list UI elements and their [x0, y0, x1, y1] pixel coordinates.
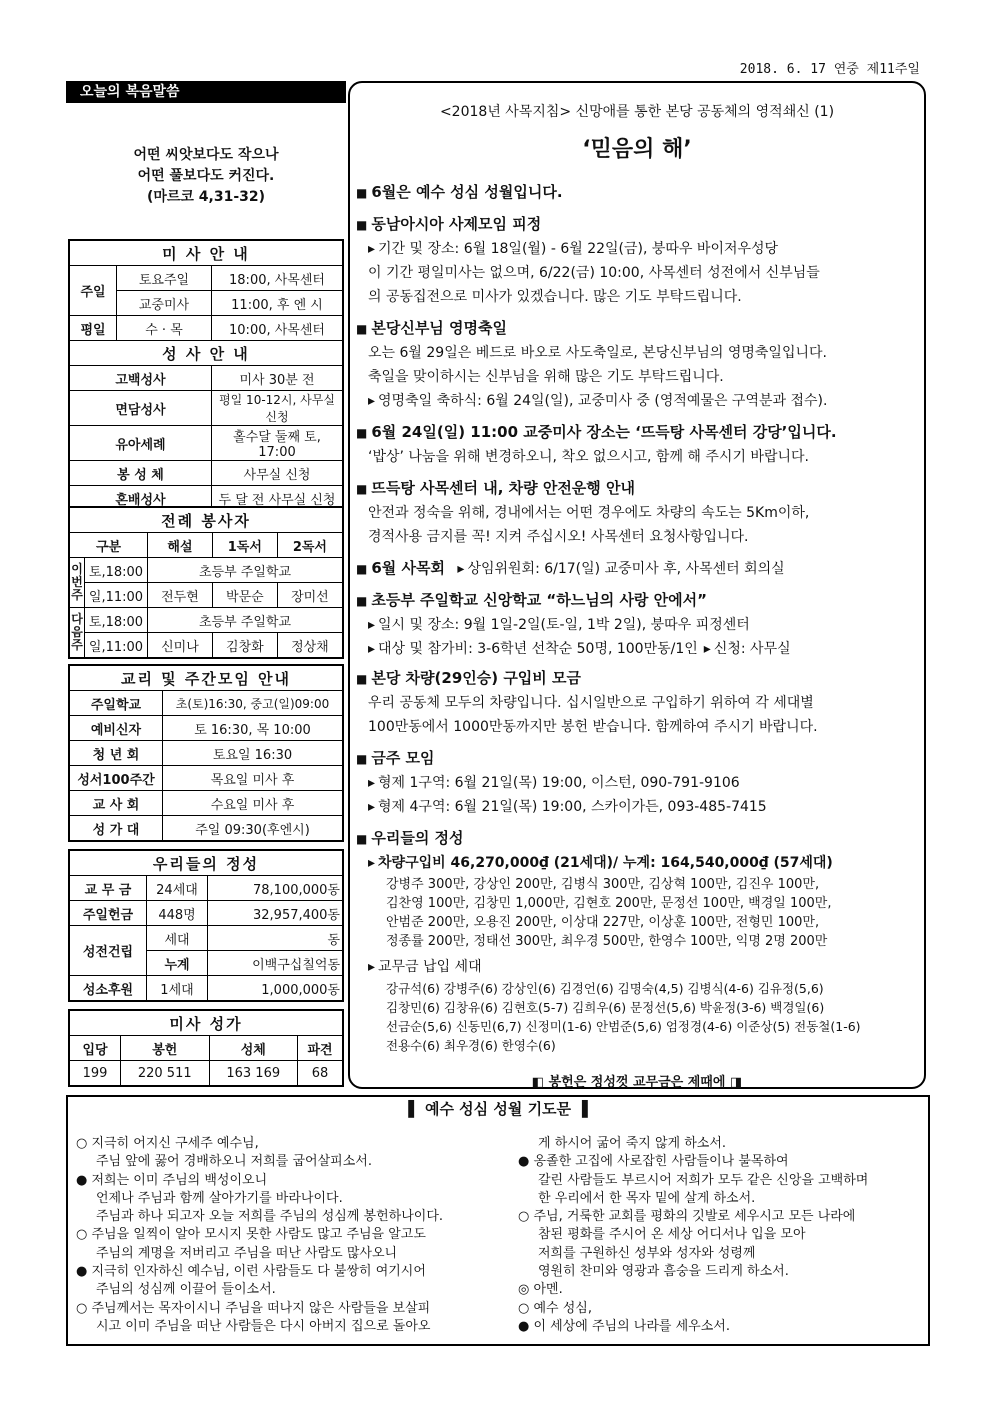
mass-table [68, 239, 344, 512]
attendance-col: 파견 [298, 1036, 344, 1061]
prayer-line: ○ 주님을 일찍이 알아 모시지 못한 사람도 많고 주님을 알고도 [76, 1227, 426, 1243]
prayer-line: 주님 앞에 꿇어 경배하오니 저희를 굽어살피소서. [96, 1154, 372, 1170]
edu-value: 주일 09:30(후엔시) [163, 816, 344, 842]
sacrament-value: 사무실 신청 [212, 461, 344, 486]
server-name: 박문순 [212, 583, 277, 608]
mass-time: 18:00, 사목센터 [212, 266, 344, 291]
server-name: 장미선 [277, 583, 343, 608]
edu-name: 교 사 회 [69, 791, 163, 816]
attendance-col: 봉헌 [121, 1036, 210, 1061]
prayer-line: 참된 평화를 주시어 온 세상 어디서나 입을 모아 [538, 1227, 806, 1243]
notice-line: ▸ 영명축일 축하식: 6월 24일(일), 교중미사 중 (영적예물은 구역분과 접수). [356, 389, 922, 413]
prayer-line: ● 저희는 이미 주님의 백성이오니 [76, 1172, 268, 1188]
notice-section [356, 746, 922, 819]
prayer-line: 영원히 찬미와 영광과 흠숭을 드리게 하소서. [538, 1264, 789, 1280]
server-time: 일,11:00 [85, 583, 148, 608]
support-name: 성소후원 [69, 976, 147, 1002]
notice-section [356, 588, 922, 661]
prayer-line: 갈린 사람들도 부르시어 저희가 모두 같은 신앙을 고백하며 [538, 1172, 869, 1188]
notice-section [356, 316, 922, 413]
attendance-value: 68 [298, 1061, 344, 1087]
notice-heading: ■ 뜨득탕 사목센터 내, 차량 안전운행 안내 [356, 476, 922, 501]
notice-line: ▸ 교무금 납입 세대 [356, 955, 922, 979]
notice-line: ▸ 일시 및 장소: 9월 1일-2일(토-일, 1박 2일), 붕따우 피정센터 [356, 613, 922, 637]
notice-line: 우리 공동체 모두의 차량입니다. 십시일반으로 구입하기 위하여 각 세대별 [368, 695, 814, 711]
sacrament-value: 평일 10-12시, 사무실신청 [212, 391, 344, 426]
notice-line: ▸ 형제 1구역: 6월 21일(목) 19:00, 이스턴, 090-791-9106 [356, 771, 922, 795]
weekday-label: 평일 [69, 316, 117, 341]
server-name: 신미나 [148, 633, 213, 659]
notice-line: ▸ 차량구입비 46,270,000₫ (21세대)/ 누계: 164,540,000₫ (57세대) [356, 851, 922, 875]
notice-line: 안전과 정숙을 위해, 경내에서는 어떤 경우에도 차량의 속도는 5Km이하, [368, 505, 810, 521]
donor-list [356, 875, 922, 951]
prayer-line: ○ 주님, 거룩한 교회를 평화의 깃발로 세우시고 모든 나라에 [518, 1209, 856, 1225]
prayer-line: ○ 지극히 어지신 구세주 예수님, [76, 1136, 259, 1151]
servers-header: 전례 봉사자 [69, 507, 343, 533]
prayer-line: ● 지극히 인자하신 예수님, 이런 사람들도 다 불쌍히 여기시어 [76, 1264, 426, 1280]
edu-value: 목요일 미사 후 [163, 766, 344, 791]
prayer-line: 한 우리에서 한 목자 밑에 살게 하소서. [538, 1190, 756, 1206]
pastoral-guideline: <2018년 사목지침> 신망애를 통한 본당 공동체의 영적쇄신 (1) [439, 104, 835, 120]
prayer-line: ○ 예수 성심, [518, 1300, 592, 1316]
prayer-line: 시고 이미 주님을 떠난 사람들은 다시 아버지 집으로 돌아오 [96, 1318, 431, 1334]
prayer-line: 저희를 구원하신 성부와 성자와 성령께 [538, 1245, 756, 1261]
household-line: 강규석(6) 강병주(6) 강상인(6) 김경언(6) 김명숙(4,5) 김병식(4-6) 김유정(5,6) [386, 981, 824, 996]
attendance-col: 성체 [209, 1036, 298, 1061]
sacrament-value: 미사 30분 전 [212, 366, 344, 391]
server-name: 정상채 [277, 633, 343, 659]
build-sub: 세대 [147, 926, 208, 951]
notice-heading: ■ 본당신부님 영명축일 [356, 316, 922, 341]
col-header: 1독서 [212, 533, 277, 558]
sacrament-name: 고백성사 [69, 366, 212, 391]
this-week-label: 이번주 [69, 558, 85, 608]
bulletin-date: 2018. 6. 17 연중 제11주일 [739, 62, 920, 77]
household-line: 전용수(6) 최우경(6) 한영수(6) [386, 1038, 556, 1053]
servers-table [68, 506, 344, 659]
mass-name: 수 · 목 [117, 316, 212, 341]
notice-heading: ■ 본당 차량(29인승) 구입비 모금 [356, 666, 922, 691]
sacrament-name: 혼배성사 [69, 486, 212, 512]
notice-line: ▸ 형제 4구역: 6월 21일(목) 19:00, 스카이가든, 093-485-7415 [356, 795, 922, 819]
notice-heading: ■ 우리들의 정성 [356, 826, 922, 851]
gospel-line: (마르코 4,31-32) [146, 189, 266, 205]
next-week-label: 다음주 [69, 608, 85, 659]
server-time: 토,18:00 [85, 558, 148, 583]
attendance-table [68, 1009, 344, 1087]
prayer-line: ◎ 아멘. [518, 1282, 563, 1298]
support-count: 1세대 [147, 976, 208, 1002]
household-line: 김창민(6) 김창유(6) 김현호(5-7) 김희우(6) 문정선(5,6) 박윤정(3-6) 백경일(6) [386, 1000, 825, 1015]
attendance-value: 199 [69, 1061, 121, 1087]
offering-name: 주일헌금 [69, 901, 147, 926]
attendance-value: 220 511 [121, 1061, 210, 1087]
sacrament-name: 봉 성 체 [69, 461, 212, 486]
notice-section [356, 420, 922, 469]
server-name: 김창화 [212, 633, 277, 659]
notice-heading: ■ 6월은 예수 성심 성월입니다. [356, 180, 922, 205]
offering-count: 448명 [147, 901, 208, 926]
notice-line: ▸ 기간 및 장소: 6월 18일(월) - 6월 22일(금), 붕따우 바이저우성당 [356, 237, 922, 261]
sacrament-name: 면담성사 [69, 391, 212, 426]
prayer-title: ▌ 예수 성심 성월 기도문 ▐ [408, 1100, 588, 1118]
household-line: 선금순(5,6) 신동민(6,7) 신정미(1-6) 안범준(5,6) 엄정경(4-6) 이준상(5) 전동철(1-6) [386, 1019, 861, 1034]
support-amount: 1,000,000동 [208, 976, 344, 1002]
prayer-line: 주님의 성심께 이끌어 들이소서. [96, 1282, 276, 1298]
donor-line: 김찬영 100만, 김창민 1,000만, 김현호 200만, 문정선 100만, 백경일 100만, [386, 896, 832, 911]
offering-table [68, 849, 344, 1002]
edu-name: 성 가 대 [69, 816, 163, 842]
donor-line: 정종률 200만, 정태선 300만, 최우경 500만, 한영수 100만, 익명 2명 200만 [386, 934, 828, 949]
mass-time: 11:00, 후 엔 시 [212, 291, 344, 316]
notice-line: ▸ 상임위원회: 6/17(일) 교중미사 후, 사목센터 회의실 [457, 561, 784, 577]
offering-amount: 32,957,400동 [208, 901, 344, 926]
notice-heading: ■ 6월 사목회 [356, 559, 445, 577]
mass-name: 교중미사 [117, 291, 212, 316]
notice-heading: ■ 6월 24일(일) 11:00 교중미사 장소는 ‘뜨득탕 사목센터 강당’입니다. [356, 420, 922, 445]
gospel-line: 어떤 풀보다도 커진다. [137, 168, 275, 184]
closing-note: ◧ 봉헌은 정성껏 교무금은 제때에 ◨ [531, 1075, 743, 1090]
household-list [356, 979, 922, 1055]
mass-name: 토요주일 [117, 266, 212, 291]
edu-value: 토요일 16:30 [163, 741, 344, 766]
mass-time: 10:00, 사목센터 [212, 316, 344, 341]
sacrament-value: 두 달 전 사무실 신청 [212, 486, 344, 512]
notice-line: 이 기간 평일미사는 없으며, 6/22(금) 10:00, 사목센터 성전에서 신부님들 [368, 265, 820, 281]
prayer-right-column [518, 1135, 923, 1336]
attendance-col: 입당 [69, 1036, 121, 1061]
education-header: 교리 및 주간모임 안내 [69, 665, 343, 691]
donor-line: 안범준 200만, 오용진 200만, 이상대 227만, 이상훈 100만, 전형민 100만, [386, 915, 820, 930]
server-merged: 초등부 주일학교 [148, 558, 344, 583]
notice-line: 의 공동집전으로 미사가 있겠습니다. 많은 기도 부탁드립니다. [368, 289, 742, 305]
edu-value: 수요일 미사 후 [163, 791, 344, 816]
col-header: 해설 [148, 533, 213, 558]
notice-section [356, 476, 922, 549]
prayer-line: ○ 주님께서는 목자이시니 주님을 떠나지 않은 사람들을 보살피 [76, 1300, 431, 1316]
notice-line: ‘밥상’ 나눔을 위해 변경하오니, 착오 없으시고, 함께 해 주시기 바랍니다. [368, 449, 809, 465]
prayer-line: 언제나 주님과 함께 살아가기를 바라나이다. [96, 1190, 343, 1206]
education-table [68, 664, 344, 842]
gospel-title: 오늘의 복음말씀 [66, 81, 346, 103]
notice-line: 오는 6월 29일은 베드로 바오로 사도축일로, 본당신부님의 영명축일입니다. [368, 345, 827, 361]
notice-heading: ■ 금주 모임 [356, 746, 922, 771]
offering-count: 24세대 [147, 876, 208, 901]
server-merged: 초등부 주일학교 [148, 608, 344, 633]
build-sub: 누계 [147, 951, 208, 976]
attendance-header: 미사 성가 [69, 1010, 343, 1036]
offering-name: 교 무 금 [69, 876, 147, 901]
offering-header: 우리들의 정성 [69, 850, 343, 876]
sacrament-value: 홀수달 둘째 토, 17:00 [212, 426, 344, 461]
sunday-label: 주일 [69, 266, 117, 316]
prayer-line: ● 이 세상에 주님의 나라를 세우소서. [518, 1318, 730, 1334]
edu-name: 성서100주간 [69, 766, 163, 791]
edu-name: 주일학교 [69, 691, 163, 716]
gospel-verse [66, 145, 346, 208]
sacrament-header: 성 사 안 내 [69, 341, 343, 366]
attendance-value: 163 169 [209, 1061, 298, 1087]
notice-section [356, 666, 922, 739]
gospel-line: 어떤 씨앗보다도 작으나 [133, 147, 279, 163]
prayer-line: 주님의 계명을 저버리고 주님을 떠난 사람도 많사오니 [96, 1245, 398, 1261]
build-amount: 이백구십칠억동 [208, 951, 344, 976]
col-header: 2독서 [277, 533, 343, 558]
col-header: 구분 [69, 533, 148, 558]
server-time: 일,11:00 [85, 633, 148, 659]
notice-section [356, 556, 922, 581]
prayer-line: ● 옹졸한 고집에 사로잡힌 사람들이나 불목하여 [518, 1154, 789, 1170]
edu-value: 초(토)16:30, 중고(일)09:00 [163, 691, 344, 716]
notice-section [356, 212, 922, 309]
notice-line: 경적사용 금지를 꼭! 지켜 주십시오! 사목센터 요청사항입니다. [368, 529, 749, 545]
notice-section [356, 826, 922, 1055]
prayer-line: 게 하시어 굶어 죽지 않게 하소서. [538, 1136, 727, 1151]
prayer-left-column [76, 1135, 508, 1336]
donor-line: 강병주 300만, 강상인 200만, 김병식 300만, 김상혁 100만, 김진우 100만, [386, 877, 820, 892]
notice-line: ▸ 신청: 사무실 [704, 641, 791, 657]
edu-name: 청 년 회 [69, 741, 163, 766]
sacrament-name: 유아세례 [69, 426, 212, 461]
notice-heading: ■ 초등부 주일학교 신앙학교 “하느님의 사랑 안에서” [356, 588, 922, 613]
notice-line: 100만동에서 1000만동까지만 봉헌 받습니다. 함께하여 주시기 바랍니다. [368, 719, 818, 735]
mass-header: 미 사 안 내 [69, 240, 343, 266]
notice-section [356, 180, 922, 205]
build-label: 성전건립 [69, 926, 147, 976]
edu-name: 예비신자 [69, 716, 163, 741]
server-time: 토,18:00 [85, 608, 148, 633]
notice-line: 축일을 맞이하시는 신부님을 위해 많은 기도 부탁드립니다. [368, 369, 724, 385]
notice-heading: ■ 동남아시아 사제모임 피정 [356, 212, 922, 237]
offering-amount: 78,100,000동 [208, 876, 344, 901]
build-amount: 동 [208, 926, 344, 951]
prayer-line: 주님과 하나 되고자 오늘 저희를 주님의 성심께 봉헌하나이다. [96, 1209, 444, 1225]
server-name: 전두현 [148, 583, 213, 608]
year-title: ‘믿음의 해’ [582, 137, 692, 162]
edu-value: 토 16:30, 목 10:00 [163, 716, 344, 741]
notice-line: ▸ 대상 및 참가비: 3-6학년 선착순 50명, 100만동/1인 [368, 641, 698, 657]
